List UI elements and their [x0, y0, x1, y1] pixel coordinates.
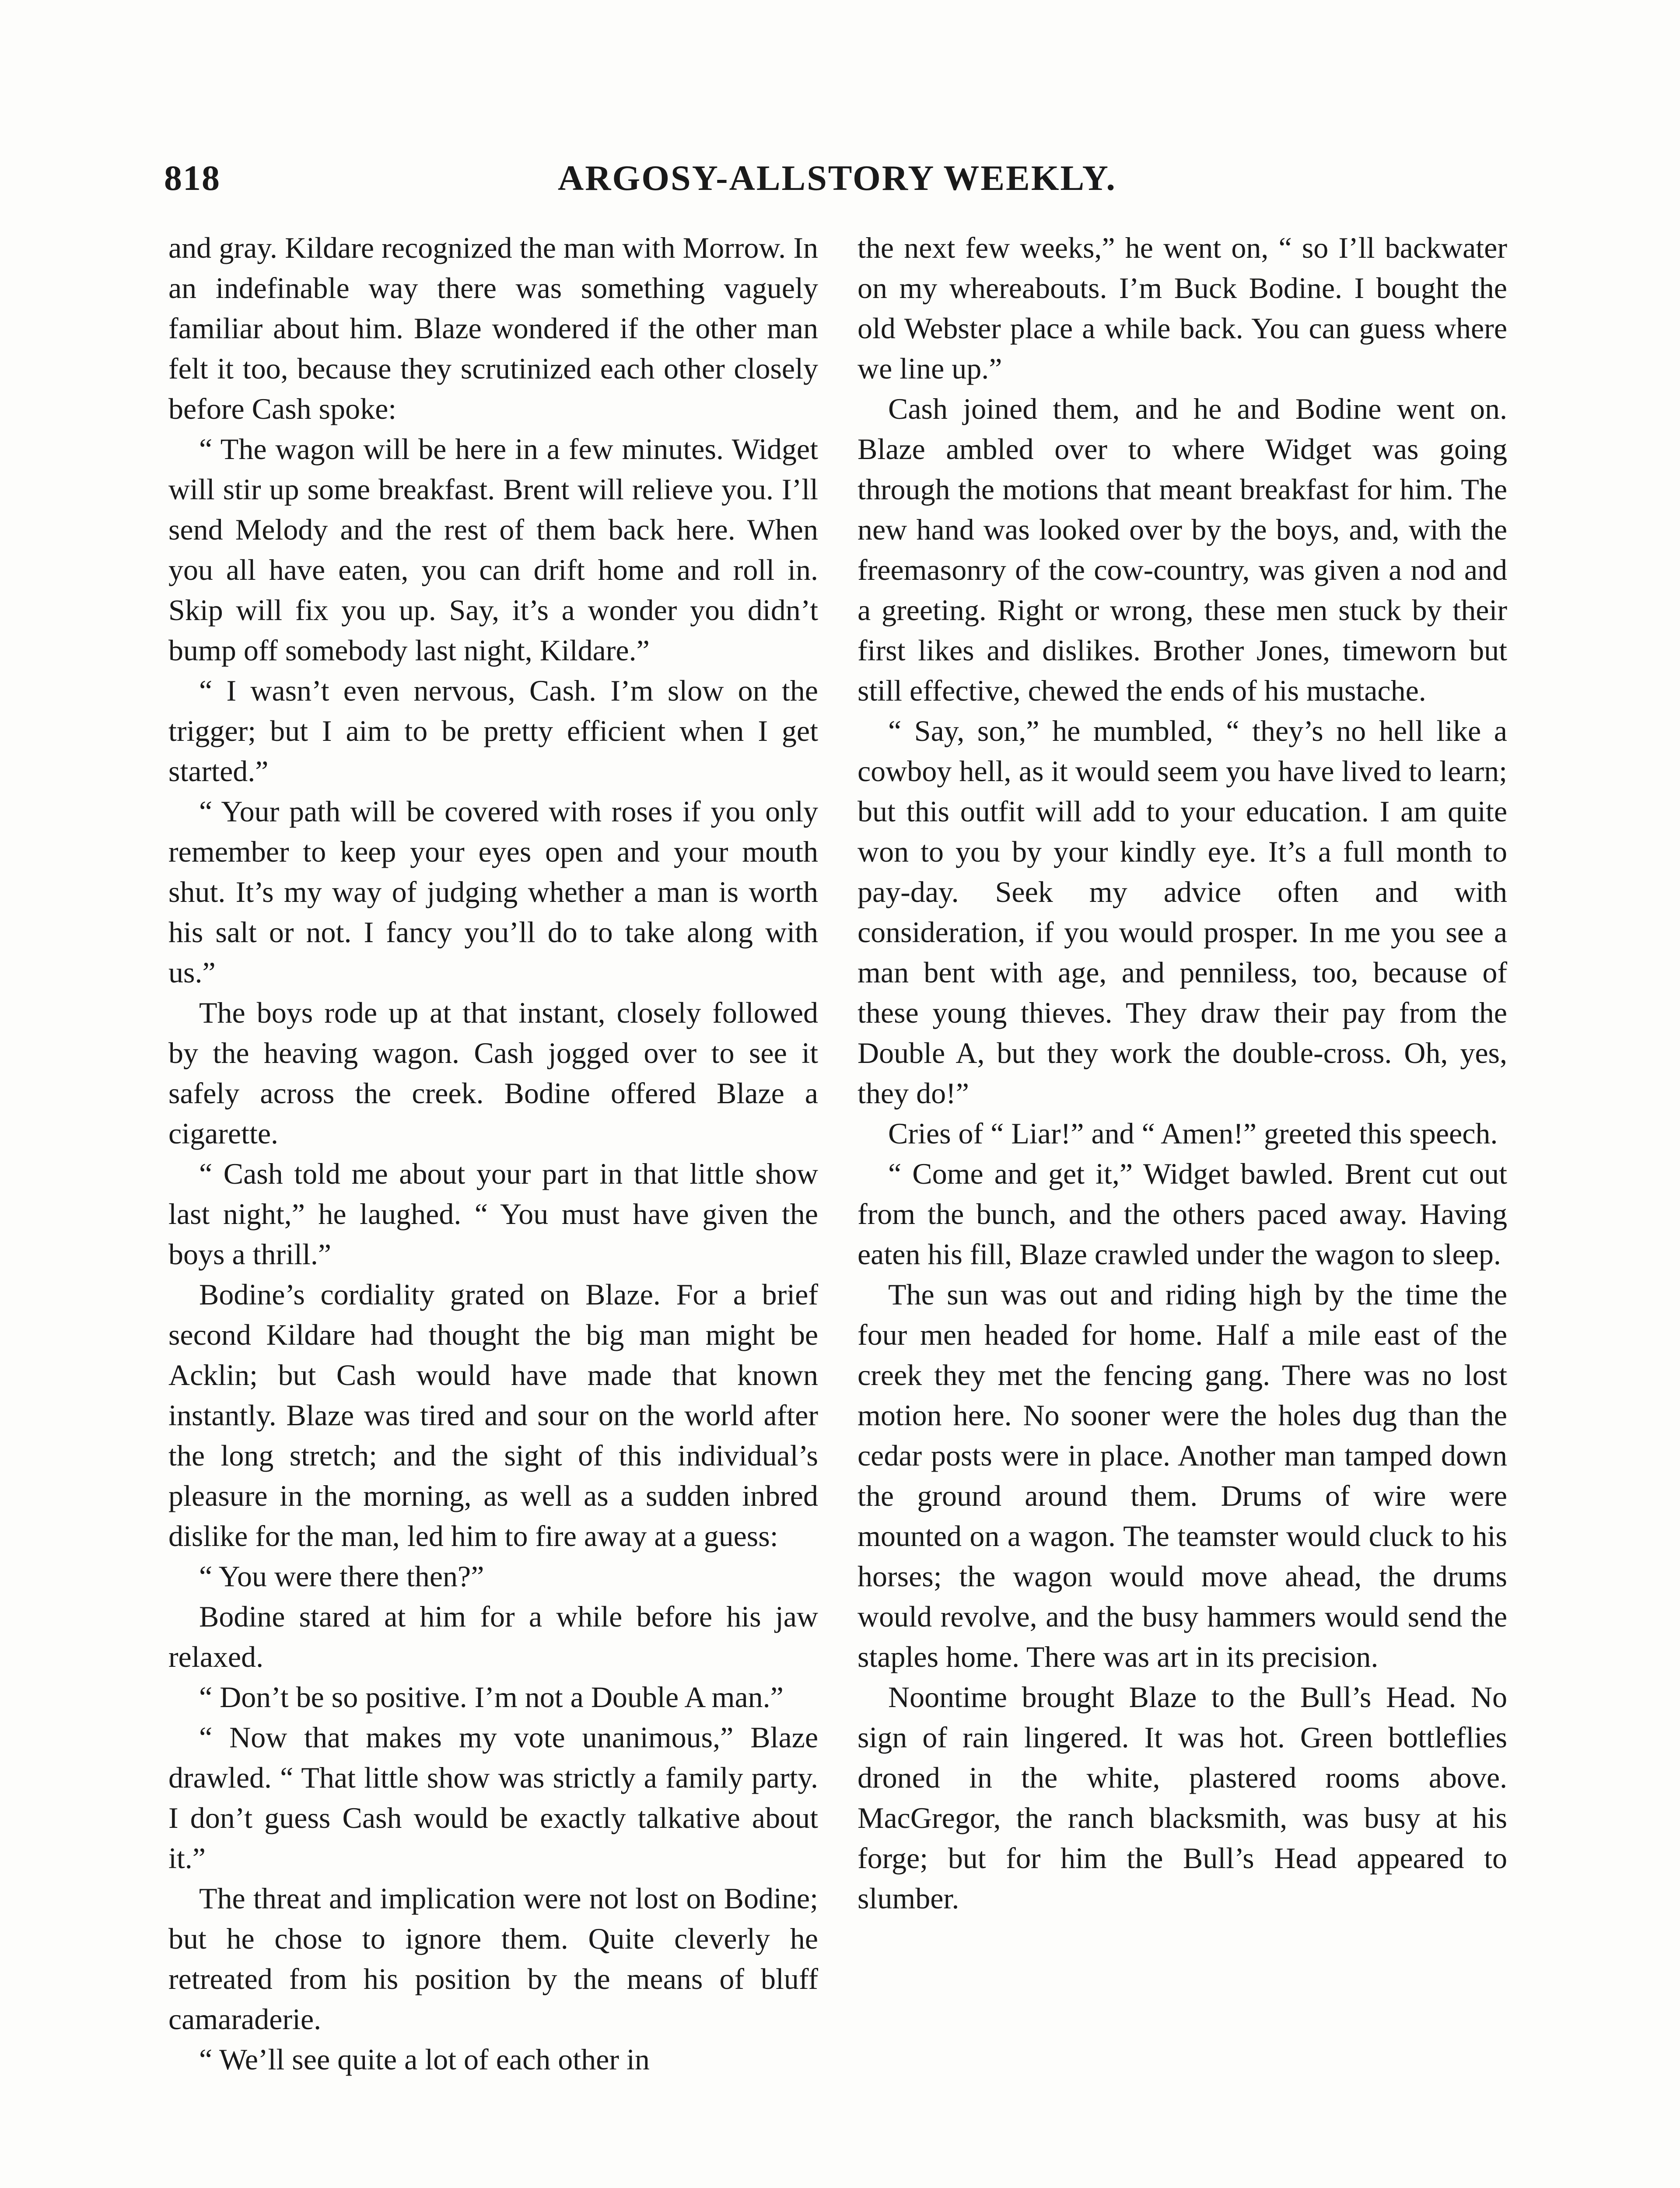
- paragraph: “ Come and get it,” Widget bawled. Brent cut out from the bunch, and the others paced away. Having eaten his fill, Blaze crawled under the wagon to sleep.: [858, 1157, 1507, 1271]
- paragraph: Noontime brought Blaze to the Bull’s Head. No sign of rain lingered. It was hot. Green bottleflies droned in the white, plastered rooms above. MacGregor, the ranch blacksmith, was busy at his forge; but for him the Bull’s Head appeared to slumber.: [858, 1680, 1507, 1915]
- paragraph: “ Say, son,” he mumbled, “ they’s no hell like a cowboy hell, as it would seem you have lived to learn; but this outfit will add to your education. I am quite won to you by your kindly eye. It’s a full month to pay-day. Seek my advice often and with consideration, if you would prosper. In me you see a man bent with age, and penniless, too, because of these young thieves. They draw their pay from the Double A, but they work the double-cross. Oh, yes, they do!”: [858, 714, 1507, 1110]
- paragraph: “ Don’t be so positive. I’m not a Double A man.”: [199, 1680, 784, 1714]
- paragraph: The boys rode up at that instant, closely followed by the heaving wagon. Cash jogged over to see it safely across the creek. Bodine offered Blaze a cigarette.: [168, 996, 818, 1150]
- paragraph: “ We’ll see quite a lot of each other in: [199, 2043, 650, 2076]
- paragraph: “ Cash told me about your part in that little show last night,” he laughed. “ You must have given the boys a thrill.”: [168, 1157, 818, 1271]
- paragraph: and gray. Kildare recognized the man with Morrow. In an indefinable way there was something vaguely familiar about him. Blaze wondered if the other man felt it too, because they scrutinized each other closely before Cash spoke:: [168, 231, 818, 425]
- paragraph: The sun was out and riding high by the time the four men headed for home. Half a mile east of the creek they met the fencing gang. There was no lost motion here. No sooner were the holes dug than the cedar posts were in place. Another man tamped down the ground around them. Drums of wire were mounted on a wagon. The teamster would cluck to his horses; the wagon would move ahead, the drums would revolve, and the busy hammers would send the staples home. There was art in its precision.: [858, 1278, 1507, 1673]
- paragraph: Bodine stared at him for a while before his jaw relaxed.: [168, 1600, 818, 1673]
- paragraph: Cries of “ Liar!” and “ Amen!” greeted this speech.: [888, 1117, 1498, 1150]
- paragraph: “ Your path will be covered with roses if you only remember to keep your eyes open and your mouth shut. It’s my way of judging whether a man is worth his salt or not. I fancy you’ll do to take along with us.”: [168, 795, 818, 989]
- left-column: [168, 228, 818, 2079]
- paragraph: The threat and implication were not lost on Bodine; but he chose to ignore them. Quite cleverly he retreated from his position by the means of bluff camaraderie.: [168, 1882, 818, 2036]
- page-number: 818: [164, 158, 220, 198]
- paragraph: Bodine’s cordiality grated on Blaze. For a brief second Kildare had thought the big man might be Acklin; but Cash would have made that known instantly. Blaze was tired and sour on the world after the long stretch; and the sight of this individual’s pleasure in the morning, as well as a sudden inbred dislike for the man, led him to fire away at a guess:: [168, 1278, 818, 1553]
- paragraph: “ You were there then?”: [199, 1560, 484, 1593]
- paragraph: “ I wasn’t even nervous, Cash. I’m slow on the trigger; but I aim to be pretty efficient when I get started.”: [168, 674, 818, 788]
- page-header: [164, 158, 1516, 206]
- running-head: ARGOSY-ALLSTORY WEEKLY.: [558, 158, 1116, 198]
- right-column: [858, 228, 1507, 1918]
- paragraph: “ The wagon will be here in a few minutes. Widget will stir up some breakfast. Brent will relieve you. I’ll send Melody and the rest of them back here. When you all have eaten, you can drift home and roll in. Skip will fix you up. Say, it’s a wonder you didn’t bump off somebody last night, Kildare.”: [168, 432, 818, 667]
- paragraph: the next few weeks,” he went on, “ so I’ll backwater on my whereabouts. I’m Buck Bodine. I bought the old Webster place a while back. You can guess where we line up.”: [858, 231, 1507, 385]
- paragraph: Cash joined them, and he and Bodine went on. Blaze ambled over to where Widget was going through the motions that meant breakfast for him. The new hand was looked over by the boys, and, with the freemasonry of the cow-country, was given a nod and a greeting. Right or wrong, these men stuck by their first likes and dislikes. Brother Jones, timeworn but still effective, chewed the ends of his mustache.: [858, 392, 1507, 707]
- paragraph: “ Now that makes my vote unanimous,” Blaze drawled. “ That little show was strictly a family party. I don’t guess Cash would be exactly talkative about it.”: [168, 1721, 818, 1875]
